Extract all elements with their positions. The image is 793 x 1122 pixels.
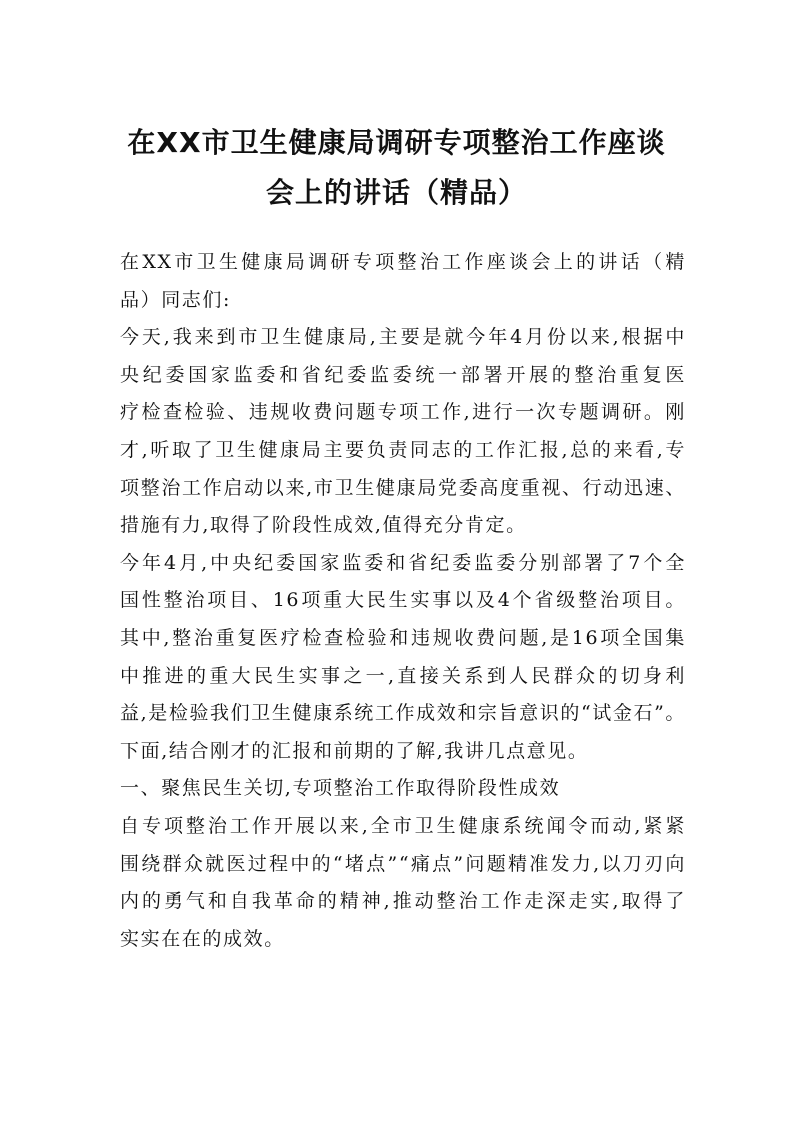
body-line: 实实在在的成效。	[120, 927, 285, 950]
body-line: 疗检查检验、违规收费问题专项工作,进行一次专题调研。刚	[120, 401, 686, 424]
body-line: 今年4月,中央纪委国家监委和省纪委监委分别部署了7个全	[120, 551, 686, 574]
body-line: 内的勇气和自我革命的精神,推动整治工作走深走实,取得了	[120, 890, 686, 913]
document-title-line-2: 会上的讲话（精品）	[265, 176, 527, 209]
body-line: 中推进的重大民生实事之一,直接关系到人民群众的切身利	[120, 664, 686, 687]
body-line: 项整治工作启动以来,市卫生健康局党委高度重视、行动迅速、	[120, 476, 686, 499]
body-line: 在XX市卫生健康局调研专项整治工作座谈会上的讲话（精	[120, 251, 686, 273]
body-line: 其中,整治重复医疗检查检验和违规收费问题,是16项全国集	[120, 626, 686, 649]
section-heading: 一、聚焦民生关切,专项整治工作取得阶段性成效	[120, 777, 561, 800]
body-line: 才,听取了卫生健康局主要负责同志的工作汇报,总的来看,专	[120, 438, 686, 461]
document-body	[120, 244, 686, 958]
body-line: 国性整治项目、16项重大民生实事以及4个省级整治项目。	[120, 589, 686, 612]
body-line: 下面,结合刚才的汇报和前期的了解,我讲几点意见。	[120, 739, 589, 762]
body-line: 益,是检验我们卫生健康系统工作成效和宗旨意识的“试金石”。	[120, 702, 686, 725]
body-line: 今天,我来到市卫生健康局,主要是就今年4月份以来,根据中	[120, 326, 686, 349]
body-line: 央纪委国家监委和省纪委监委统一部署开展的整治重复医	[120, 363, 686, 386]
document-title-line-1: 在XX市卫生健康局调研专项整治工作座谈	[127, 126, 666, 159]
body-line: 品）同志们:	[120, 288, 232, 311]
body-line: 自专项整治工作开展以来,全市卫生健康系统闻令而动,紧紧	[120, 814, 686, 837]
body-line: 措施有力,取得了阶段性成效,值得充分肯定。	[120, 514, 527, 537]
body-line: 围绕群众就医过程中的“堵点”“痛点”问题精准发力,以刀刃向	[120, 852, 686, 875]
